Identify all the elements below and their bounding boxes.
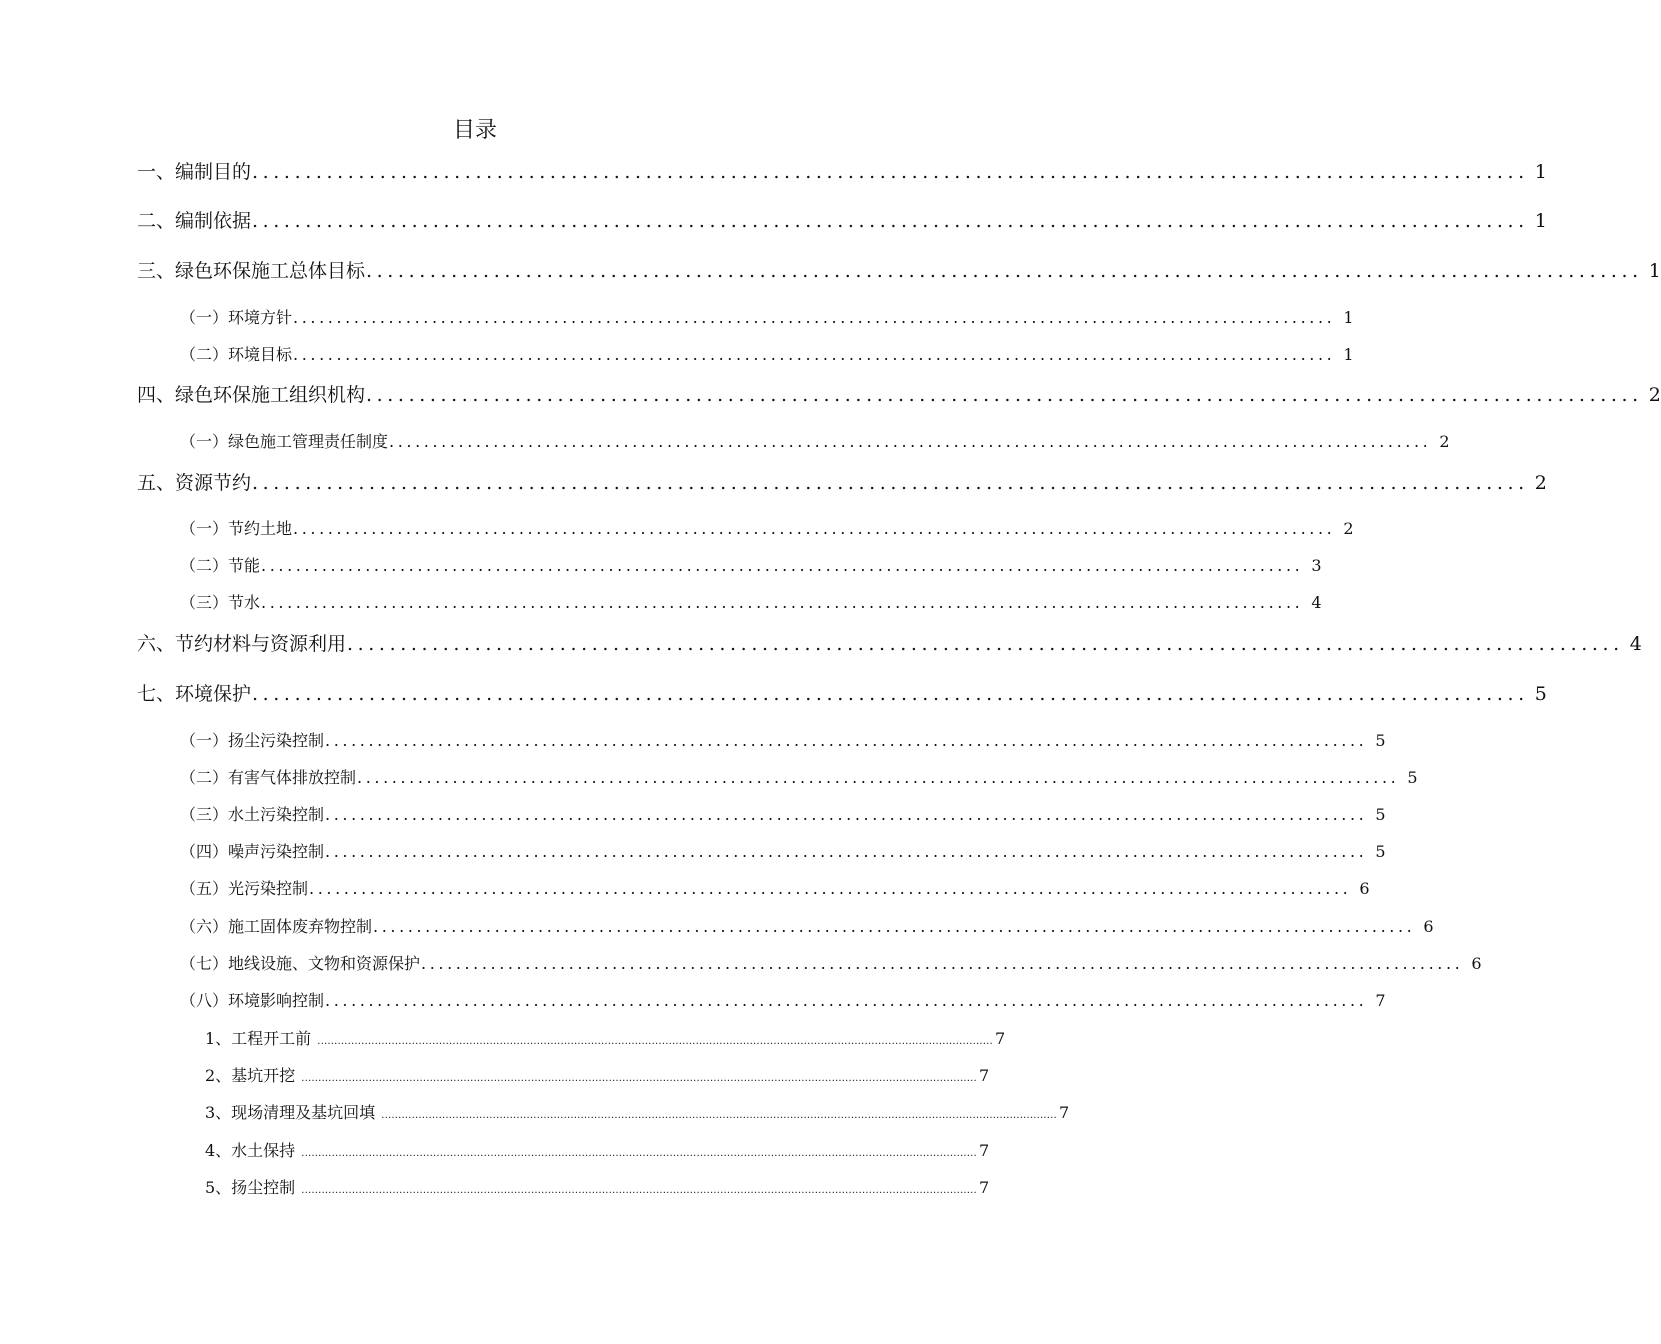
toc-entry-label: 5、扬尘控制 [205, 1178, 296, 1197]
toc-entry-page: 1 [1343, 308, 1354, 327]
toc-leader-dots: ........................................................................................................................ [252, 472, 1529, 494]
toc-entry[interactable] [180, 767, 1418, 789]
toc-entry-page: 4 [1311, 593, 1322, 612]
toc-entry-page: 4 [1629, 633, 1642, 655]
toc-entry[interactable] [137, 681, 1547, 707]
toc-entry[interactable] [180, 953, 1482, 975]
toc-entry[interactable] [180, 916, 1434, 938]
toc-leader-dots: ........................................................................................................................ [373, 917, 1416, 936]
toc-entry[interactable] [180, 841, 1386, 863]
toc-entry[interactable] [137, 470, 1547, 496]
toc-entry-page: 5 [1534, 683, 1547, 705]
toc-leader-dots: ........................................................................................................................ [325, 991, 1368, 1010]
toc-entry-label: （二）有害气体排放控制 [180, 768, 357, 787]
toc-leader-dots: ........................................................................................................................ [421, 954, 1464, 973]
toc-entry-page: 5 [1375, 731, 1386, 750]
toc-entry[interactable] [180, 990, 1386, 1012]
toc-entry-page: 7 [978, 1141, 990, 1160]
toc-entry-label: 3、现场清理及基坑回填 [205, 1103, 376, 1122]
toc-entry-label: 三、绿色环保施工总体目标 [137, 260, 366, 282]
toc-leader-dots: ........................................................................................................................ [357, 768, 1400, 787]
toc-leader-dots: ........................................................................................................................ [325, 842, 1368, 861]
toc-leader-dots: ........................................................................................................................................................................................................ [301, 1185, 977, 1196]
toc-leader-dots: ........................................................................................................................ [325, 731, 1368, 750]
toc-entry-page: 5 [1407, 768, 1418, 787]
toc-leader-dots: ........................................................................................................................ [261, 593, 1304, 612]
toc-entry[interactable] [180, 307, 1354, 329]
toc-entry-label: （六）施工固体废弃物控制 [180, 917, 373, 936]
toc-entry-page: 6 [1423, 917, 1434, 936]
toc-entry[interactable] [137, 159, 1547, 185]
toc-entry[interactable] [180, 555, 1322, 577]
toc-entry[interactable] [180, 804, 1386, 826]
toc-entry-label: （一）节约土地 [180, 519, 293, 538]
toc-entry-page: 7 [1058, 1103, 1070, 1122]
toc-entry-label: （三）节水 [180, 593, 261, 612]
toc-entry-label: （八）环境影响控制 [180, 991, 325, 1010]
toc-entry[interactable] [137, 258, 1661, 284]
toc-entry-page: 2 [1439, 432, 1450, 451]
toc-entry[interactable] [205, 1065, 990, 1090]
toc-entry-label: （五）光污染控制 [180, 879, 309, 898]
toc-leader-dots: ........................................................................................................................ [252, 210, 1529, 232]
toc-entry-label: 七、环境保护 [137, 683, 252, 705]
toc-entry[interactable] [180, 730, 1386, 752]
toc-leader-dots: ........................................................................................................................ [366, 260, 1643, 282]
toc-entry-page: 2 [1534, 472, 1547, 494]
toc-entry-page: 7 [978, 1178, 990, 1197]
toc-entry[interactable] [137, 631, 1642, 657]
toc-entry-label: （七）地线设施、文物和资源保护 [180, 954, 421, 973]
toc-leader-dots: ........................................................................................................................ [261, 556, 1304, 575]
toc-entry[interactable] [205, 1028, 1006, 1053]
toc-entry[interactable] [180, 878, 1370, 900]
toc-leader-dots: ........................................................................................................................................................................................................ [317, 1036, 993, 1047]
toc-entry-page: 1 [1534, 161, 1547, 183]
toc-entry[interactable] [205, 1177, 990, 1202]
toc-leader-dots: ........................................................................................................................ [309, 879, 1352, 898]
toc-entry[interactable] [180, 592, 1322, 614]
toc-entry-label: （二）环境目标 [180, 345, 293, 364]
toc-entry-label: 1、工程开工前 [205, 1029, 312, 1048]
toc-entry-label: 四、绿色环保施工组织机构 [137, 384, 366, 406]
toc-entry-label: （一）环境方针 [180, 308, 293, 327]
toc-entry-label: （一）扬尘污染控制 [180, 731, 325, 750]
toc-leader-dots: ........................................................................................................................ [293, 519, 1336, 538]
toc-leader-dots: ........................................................................................................................ [252, 683, 1529, 705]
toc-leader-dots: ........................................................................................................................ [389, 432, 1432, 451]
toc-entry-label: 五、资源节约 [137, 472, 252, 494]
toc-entry[interactable] [180, 518, 1354, 540]
toc-entry-label: 二、编制依据 [137, 210, 252, 232]
toc-entry-page: 7 [978, 1066, 990, 1085]
toc-leader-dots: ........................................................................................................................ [347, 633, 1624, 655]
toc-entry-page: 6 [1471, 954, 1482, 973]
toc-leader-dots: ........................................................................................................................ [252, 161, 1529, 183]
toc-entry-label: （二）节能 [180, 556, 261, 575]
toc-entry[interactable] [137, 208, 1547, 234]
toc-entry-label: （一）绿色施工管理责任制度 [180, 432, 389, 451]
toc-leader-dots: ........................................................................................................................................................................................................ [301, 1073, 977, 1084]
toc-entry-page: 5 [1375, 805, 1386, 824]
toc-entry-page: 6 [1359, 879, 1370, 898]
toc-leader-dots: ........................................................................................................................ [366, 384, 1643, 406]
toc-leader-dots: ........................................................................................................................................................................................................ [381, 1110, 1057, 1121]
toc-entry-label: 一、编制目的 [137, 161, 252, 183]
toc-entry[interactable] [180, 344, 1354, 366]
toc-entry-page: 3 [1311, 556, 1322, 575]
toc-entry[interactable] [180, 431, 1450, 453]
toc-leader-dots: ........................................................................................................................ [325, 805, 1368, 824]
toc-title: 目录 [452, 118, 497, 143]
toc-entry-label: 2、基坑开挖 [205, 1066, 296, 1085]
toc-entry-page: 7 [994, 1029, 1006, 1048]
toc-entry-label: （三）水土污染控制 [180, 805, 325, 824]
toc-entry[interactable] [137, 382, 1661, 408]
toc-entry-page: 5 [1375, 842, 1386, 861]
toc-entry-page: 7 [1375, 991, 1386, 1010]
toc-leader-dots: ........................................................................................................................ [293, 308, 1336, 327]
toc-entry-label: （四）噪声污染控制 [180, 842, 325, 861]
toc-entry-label: 六、节约材料与资源利用 [137, 633, 347, 655]
toc-entry-label: 4、水土保持 [205, 1141, 296, 1160]
toc-entry-page: 2 [1648, 384, 1661, 406]
toc-entry[interactable] [205, 1102, 1070, 1127]
toc-leader-dots: ........................................................................................................................ [293, 345, 1336, 364]
toc-entry-page: 1 [1343, 345, 1354, 364]
toc-entry[interactable] [205, 1140, 990, 1165]
toc-entry-page: 1 [1648, 260, 1661, 282]
toc-leader-dots: ........................................................................................................................................................................................................ [301, 1148, 977, 1159]
toc-entry-page: 2 [1343, 519, 1354, 538]
toc-entry-page: 1 [1534, 210, 1547, 232]
